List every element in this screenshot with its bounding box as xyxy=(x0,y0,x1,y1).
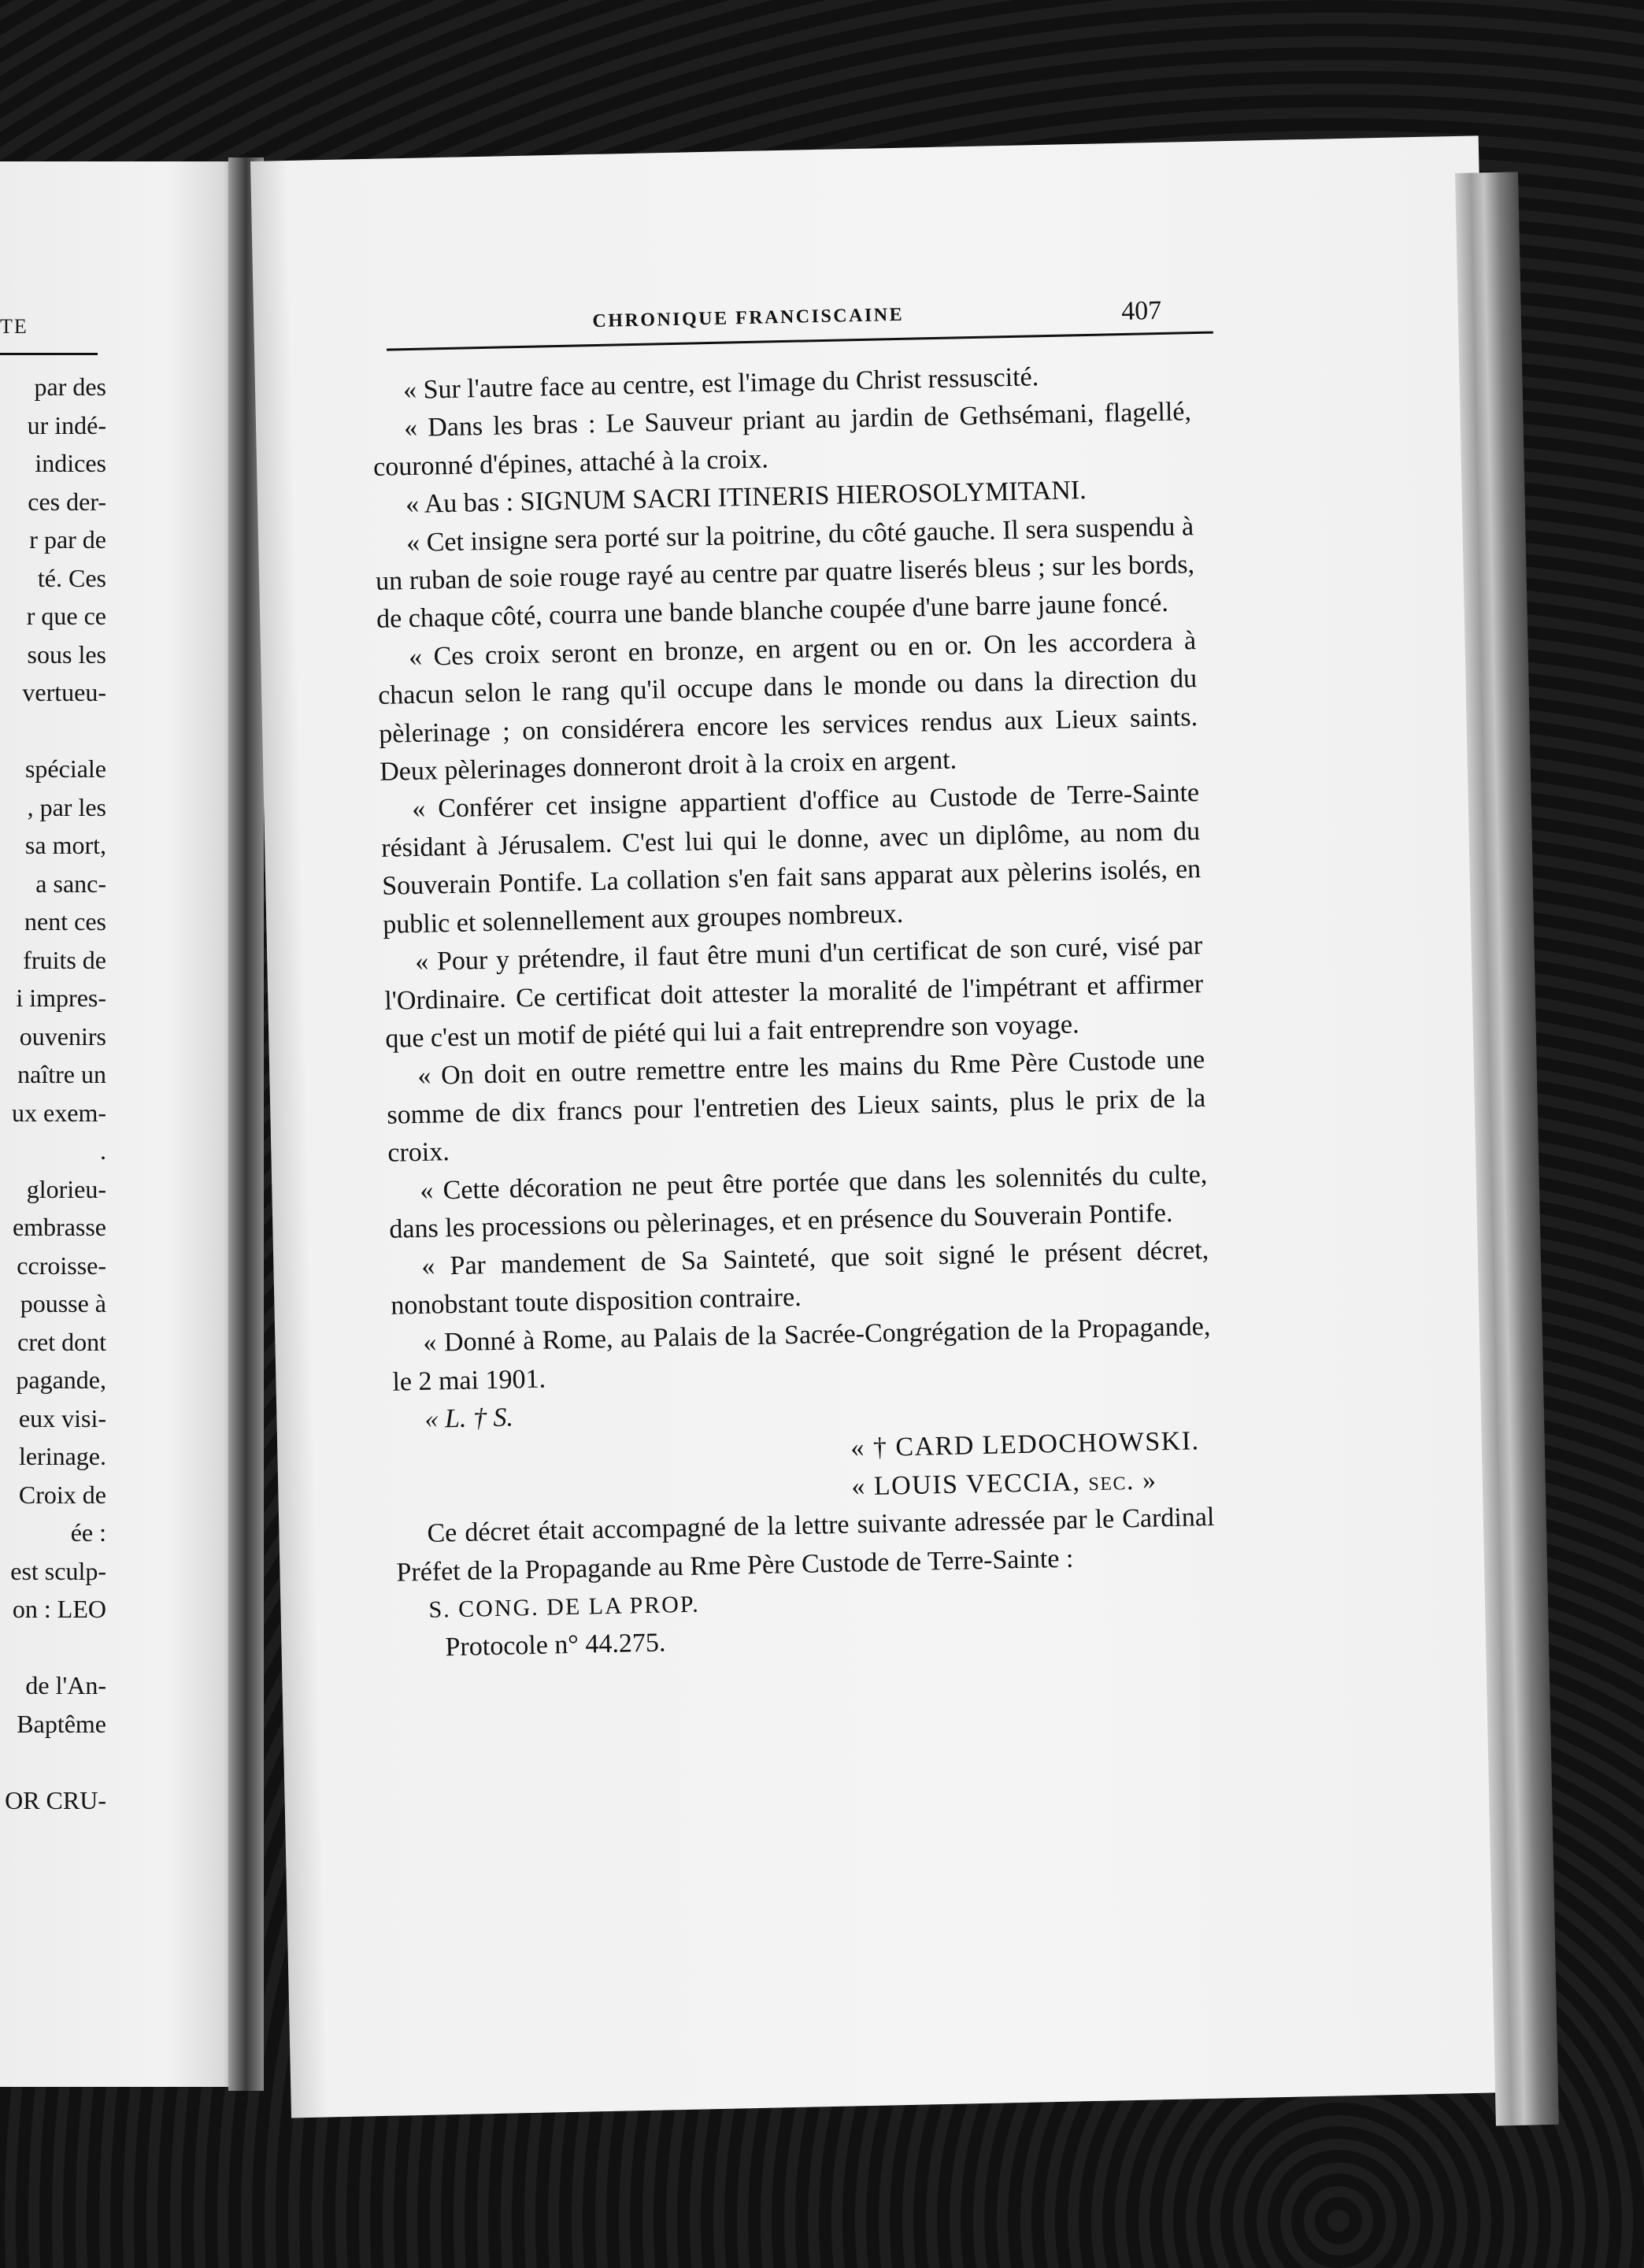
letter-heading: S. CONG. DE LA PROP. xyxy=(428,1591,701,1623)
left-page-line-fragment: nent ces xyxy=(24,907,106,936)
left-page-line-fragment: glorieu- xyxy=(26,1174,106,1203)
left-page-line-fragment: naître un xyxy=(17,1060,106,1088)
left-page-line-fragment: cret dont xyxy=(17,1327,106,1356)
left-page-line-fragment: spéciale xyxy=(24,754,106,783)
paragraph: « Sur l'autre face au centre, est l'image du Christ ressuscité. xyxy=(402,362,1039,406)
paragraph: « Conférer cet insigne appartient d'office au Custode de Terre-Sainte résidant à Jérusalem. C'est lui qui le donne, avec un diplôme, au nom du Souverain Pontife. La collation s'en fait sans apparat aux pèlerins isolés, en public et solennellement aux groupes nombreux. xyxy=(380,778,1202,939)
left-page-line-fragment: lerinage. xyxy=(18,1442,106,1470)
left-page-line-fragment: pousse à xyxy=(20,1289,106,1317)
left-page-line-fragment: r que ce xyxy=(26,602,106,630)
paragraph: « Ces croix seront en bronze, en argent ou en or. On les accordera à chacun selon le rang qu'il occupe dans le monde ou dans la direction du pèlerinage ; on considérera encore les services rendus aux Lieux saints. Deux pèlerinages donneront droit à la croix en argent. xyxy=(377,625,1198,787)
left-page-line-fragment: r par de xyxy=(29,525,106,554)
left-page xyxy=(0,161,240,2087)
left-page-line-fragment: ée : xyxy=(70,1518,106,1547)
left-page-line-fragment: est sculp- xyxy=(10,1556,106,1585)
left-page-line-fragment: Croix de xyxy=(18,1480,106,1509)
left-page-line-fragment: ux exem- xyxy=(12,1098,106,1127)
page-number: 407 xyxy=(1120,295,1162,327)
left-page-line-fragment: pagande, xyxy=(16,1366,106,1394)
left-page-line-fragment: . xyxy=(100,1136,106,1165)
left-page-line-fragment: a sanc- xyxy=(35,869,106,898)
left-page-line-fragment: embrasse xyxy=(12,1213,106,1241)
right-page-text-block xyxy=(370,293,1249,1668)
left-page-line-fragment: ouvenirs xyxy=(19,1021,106,1051)
header-rule xyxy=(387,332,1213,351)
left-page-line-fragment: i impres- xyxy=(16,984,106,1012)
left-page-line-fragment: par des xyxy=(34,372,106,401)
signature-line: « LOUIS VECCIA, sec. » xyxy=(851,1466,1157,1502)
protocol-line: Protocole n° 44.275. xyxy=(445,1628,666,1662)
closing-paragraph: Ce décret était accompagné de la lettre suivante adressée par le Cardinal Préfet de la Propagande au Rme Père Custode de Terre-Sainte : xyxy=(396,1503,1215,1588)
left-page-header-fragment: TE xyxy=(0,315,28,338)
running-title: CHRONIQUE FRANCISCAINE xyxy=(592,304,905,332)
left-page-line-fragment: fruits de xyxy=(23,945,106,974)
paragraph: « Cette décoration ne peut être portée que dans les solennités du culte, dans les processions ou pèlerinages, et en présence du Souverain Pontife. xyxy=(389,1159,1208,1244)
left-page-line-fragment: indices xyxy=(35,449,106,477)
left-page-line-fragment: OR CRU- xyxy=(5,1785,106,1814)
left-page-line-fragment: on : LEO xyxy=(12,1595,106,1623)
left-page-line-fragment: sa mort, xyxy=(24,831,106,859)
paragraph: « Dans les bras : Le Sauveur priant au jardin de Gethsémani, flagellé, couronné d'épines, attaché à la croix. xyxy=(372,397,1192,482)
signature-line: « † CARD LEDOCHOWSKI. xyxy=(850,1426,1200,1463)
left-page-line-fragment: vertueu- xyxy=(22,678,106,706)
paragraph: « Pour y prétendre, il faut être muni d'un certificat de son curé, visé par l'Ordinaire. Ce certificat doit attester la moralité de l'impétrant et affirmer que c'est un motif de piété qui lui a fait entreprendre son voyage. xyxy=(383,931,1204,1054)
left-page-line-fragment: , par les xyxy=(27,792,106,821)
paragraph: « Au bas : SIGNUM SACRI ITINERIS HIEROSOLYMITANI. xyxy=(405,476,1087,520)
paragraph: « Donné à Rome, au Palais de la Sacrée-Congrégation de la Propagande, le 2 mai 1901. xyxy=(392,1312,1211,1397)
left-page-line-fragment: ccroisse- xyxy=(17,1251,106,1280)
document-body xyxy=(372,355,1217,1668)
left-page-line-fragment: ces der- xyxy=(28,487,106,516)
left-page-line-fragment: sous les xyxy=(27,639,106,669)
left-page-line-fragment: Baptême xyxy=(17,1709,106,1738)
paragraph: « Par mandement de Sa Sainteté, que soit signé le présent décret, nonobstant toute disposition contraire. xyxy=(391,1236,1209,1321)
paragraph: « Cet insigne sera porté sur la poitrine, du côté gauche. Il sera suspendu à un ruban de soie rouge rayé au centre par quatre liserés bleus ; sur les bords, de chaque côté, courra une bande blanche coupée d'une barre jaune foncé. xyxy=(375,511,1195,635)
left-page-line-fragment: eux visi- xyxy=(18,1403,106,1432)
left-page-line-fragment: ur indé- xyxy=(27,410,106,439)
paragraph: « On doit en outre remettre entre les mains du Rme Père Custode une somme de dix francs pour l'entretien des Lieux saints, plus le prix de la croix. xyxy=(386,1045,1206,1168)
left-page-header-rule xyxy=(0,353,98,355)
left-page-line-fragment: de l'An- xyxy=(25,1671,106,1699)
left-page-line-fragment: té. Ces xyxy=(37,563,106,592)
locus-sigilli: « L. † S. xyxy=(424,1403,514,1434)
